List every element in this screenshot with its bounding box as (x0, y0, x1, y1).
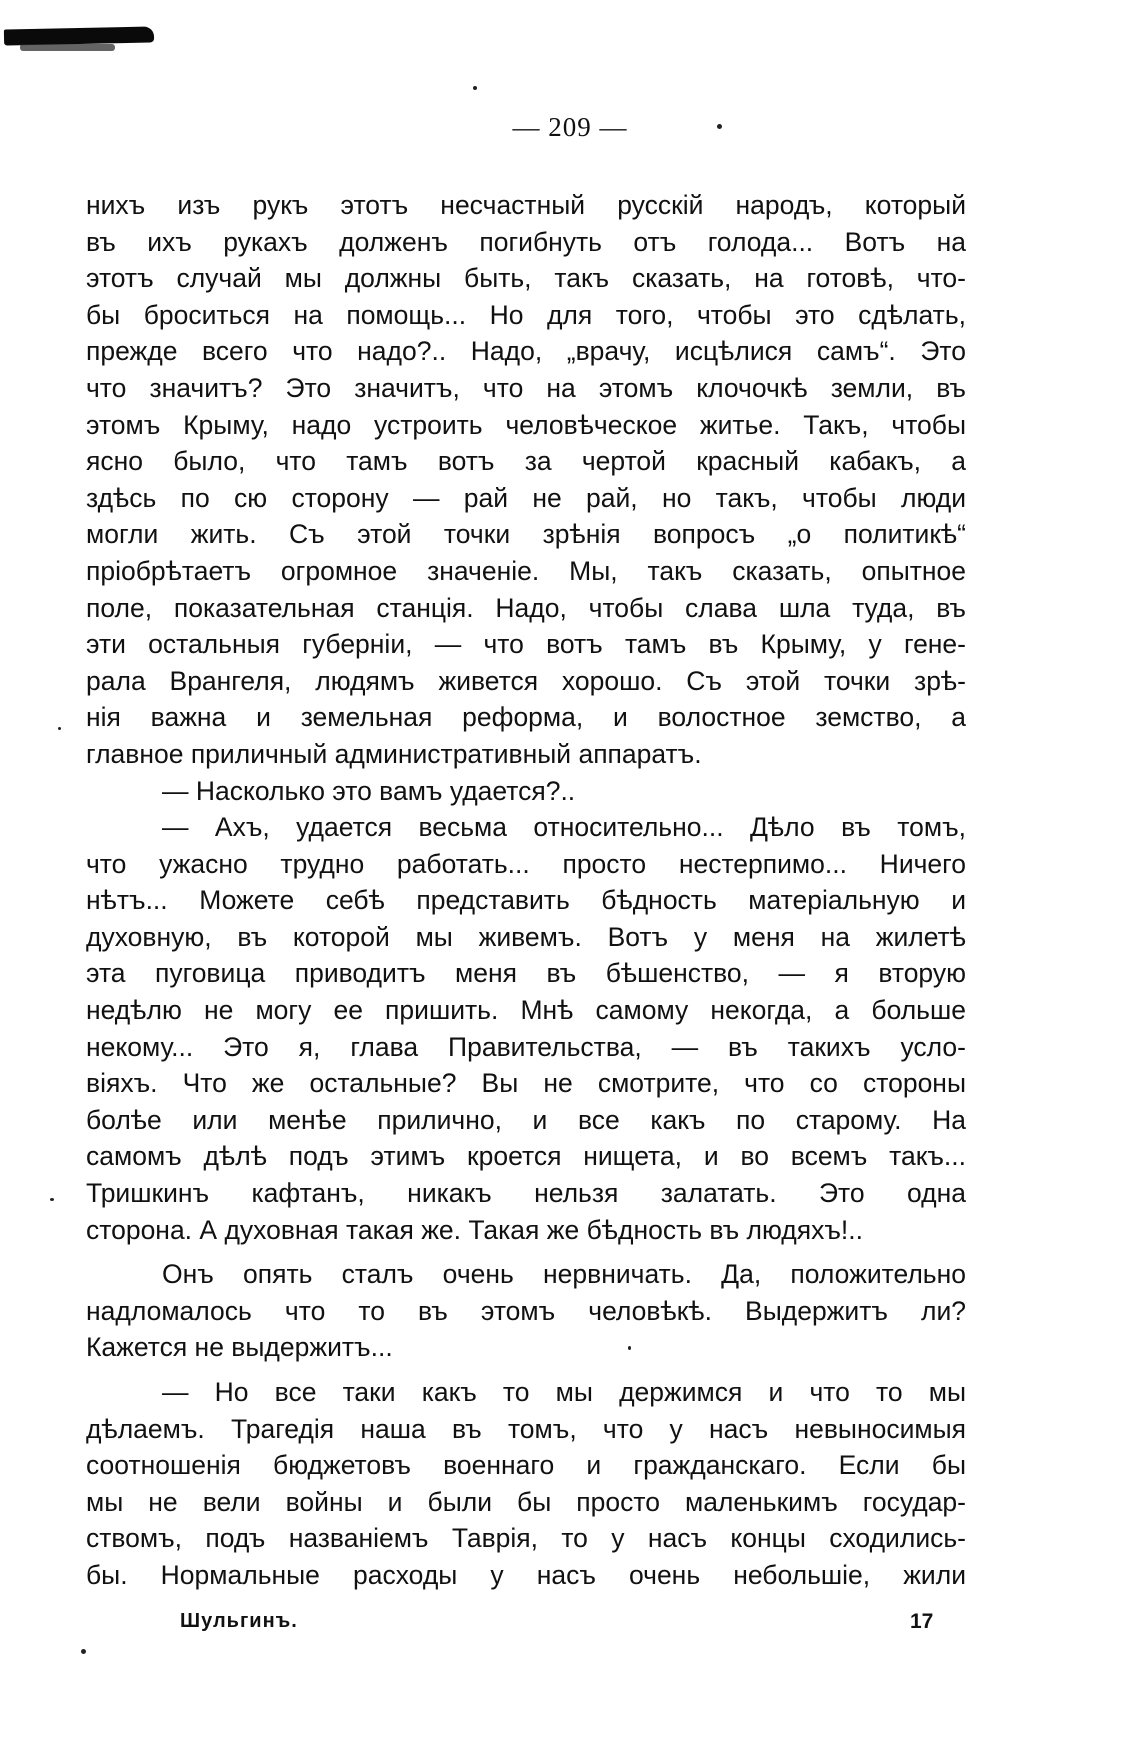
text-line: — Ахъ, удается весьма относительно... Дѣло въ томъ, (162, 812, 966, 843)
footer-author: Шульгинъ. (180, 1610, 298, 1632)
page-number: — 209 — (512, 112, 628, 142)
paragraph-gap (86, 1248, 966, 1256)
text-line: духовную, въ которой мы живемъ. Вотъ у меня на жилетѣ (86, 921, 966, 952)
text-line: Тришкинъ кафтанъ, никакъ нельзя залатать. Это одна (86, 1178, 966, 1209)
text-line: что значитъ? Это значитъ, что на этомъ клочочкѣ земли, въ (86, 372, 966, 403)
text-line: могли жить. Съ этой точки зрѣнія вопросъ „о политикѣ“ (86, 519, 966, 550)
text-line: поле, показательная станція. Надо, чтобы слава шла туда, въ (86, 592, 966, 623)
text-line: дѣлаемъ. Трагедія наша въ томъ, что у насъ невыносимыя (86, 1413, 966, 1444)
text-line: что ужасно трудно работать... просто нестерпимо... Ничего (86, 848, 966, 879)
text-line: бы. Нормальные расходы у насъ очень небольшіе, жили (86, 1559, 966, 1590)
text-line: этотъ случай мы должны быть, такъ сказать, на готовѣ, что- (86, 263, 966, 294)
speck (81, 1649, 86, 1654)
text-line: главное приличный административный аппаратъ. (86, 738, 702, 769)
text-line: мы не вели войны и были бы просто маленькимъ государ- (86, 1486, 966, 1517)
text-line: нихъ изъ рукъ этотъ несчастный русскій народъ, который (86, 190, 966, 220)
text-line: недѣлю не могу ее пришить. Мнѣ самому некогда, а больше (86, 995, 966, 1026)
text-line: этомъ Крыму, надо устроить человѣческое житье. Такъ, чтобы (86, 409, 966, 440)
speck (473, 86, 477, 90)
body-text (86, 187, 966, 1594)
ink-smudge (4, 26, 154, 45)
text-line: прежде всего что надо?.. Надо, „врачу, исцѣлися самъ“. Это (86, 336, 966, 367)
text-line: нѣтъ... Можете себѣ представить бѣдность матеріальную и (86, 885, 966, 916)
speck (50, 1198, 54, 1201)
text-line: пріобрѣтаетъ огромное значеніе. Мы, такъ сказать, опытное (86, 555, 966, 586)
paragraph (86, 809, 966, 1248)
text-line: — Насколько это вамъ удается?.. (162, 775, 576, 806)
text-line: болѣе или менѣе прилично, и все какъ по старому. На (86, 1104, 966, 1135)
ink-smudge-trail (20, 44, 115, 51)
paragraph (86, 1374, 966, 1594)
text-line: сторона. А духовная такая же. Такая же бѣдность въ людяхъ!.. (86, 1214, 863, 1245)
text-line: нія важна и земельная реформа, и волостное земство, а (86, 702, 966, 733)
paragraph (86, 1256, 966, 1366)
text-line: рала Врангеля, людямъ живется хорошо. Съ этой точки зрѣ- (86, 665, 966, 696)
text-line: некому... Это я, глава Правительства, — въ такихъ усло- (86, 1031, 966, 1062)
footer-signature-mark: 17 (910, 1610, 934, 1633)
paragraph (86, 773, 966, 810)
text-line: Кажется не выдержитъ... (86, 1332, 393, 1363)
paragraph-gap (86, 1366, 966, 1374)
text-line: здѣсь по сю сторону — рай не рай, но такъ, чтобы люди (86, 482, 966, 513)
text-line: самомъ дѣлѣ подъ этимъ кроется нищета, и во всемъ такъ... (86, 1141, 966, 1172)
text-line: надломалось что то въ этомъ человѣкѣ. Выдержитъ ли? (86, 1295, 966, 1326)
text-line: ясно было, что тамъ вотъ за чертой красный кабакъ, а (86, 446, 966, 477)
text-line: Онъ опять сталъ очень нервничать. Да, положительно (162, 1259, 966, 1290)
text-line: — Но все таки какъ то мы держимся и что то мы (162, 1377, 966, 1407)
text-line: эти остальныя губерніи, — что вотъ тамъ въ Крыму, у гене- (86, 629, 966, 660)
text-line: въ ихъ рукахъ долженъ погибнуть отъ голода... Вотъ на (86, 226, 966, 257)
text-line: бы броситься на помощь... Но для того, чтобы это сдѣлать, (86, 299, 966, 330)
text-line: ствомъ, подъ названіемъ Таврія, то у насъ концы сходились- (86, 1523, 966, 1554)
speck (58, 727, 61, 730)
text-line: соотношенія бюджетовъ военнаго и гражданскаго. Если бы (86, 1450, 966, 1481)
paragraph (86, 187, 966, 773)
text-line: віяхъ. Что же остальные? Вы не смотрите, что со стороны (86, 1068, 966, 1099)
text-line: эта пуговица приводитъ меня въ бѣшенство, — я вторую (86, 958, 966, 989)
